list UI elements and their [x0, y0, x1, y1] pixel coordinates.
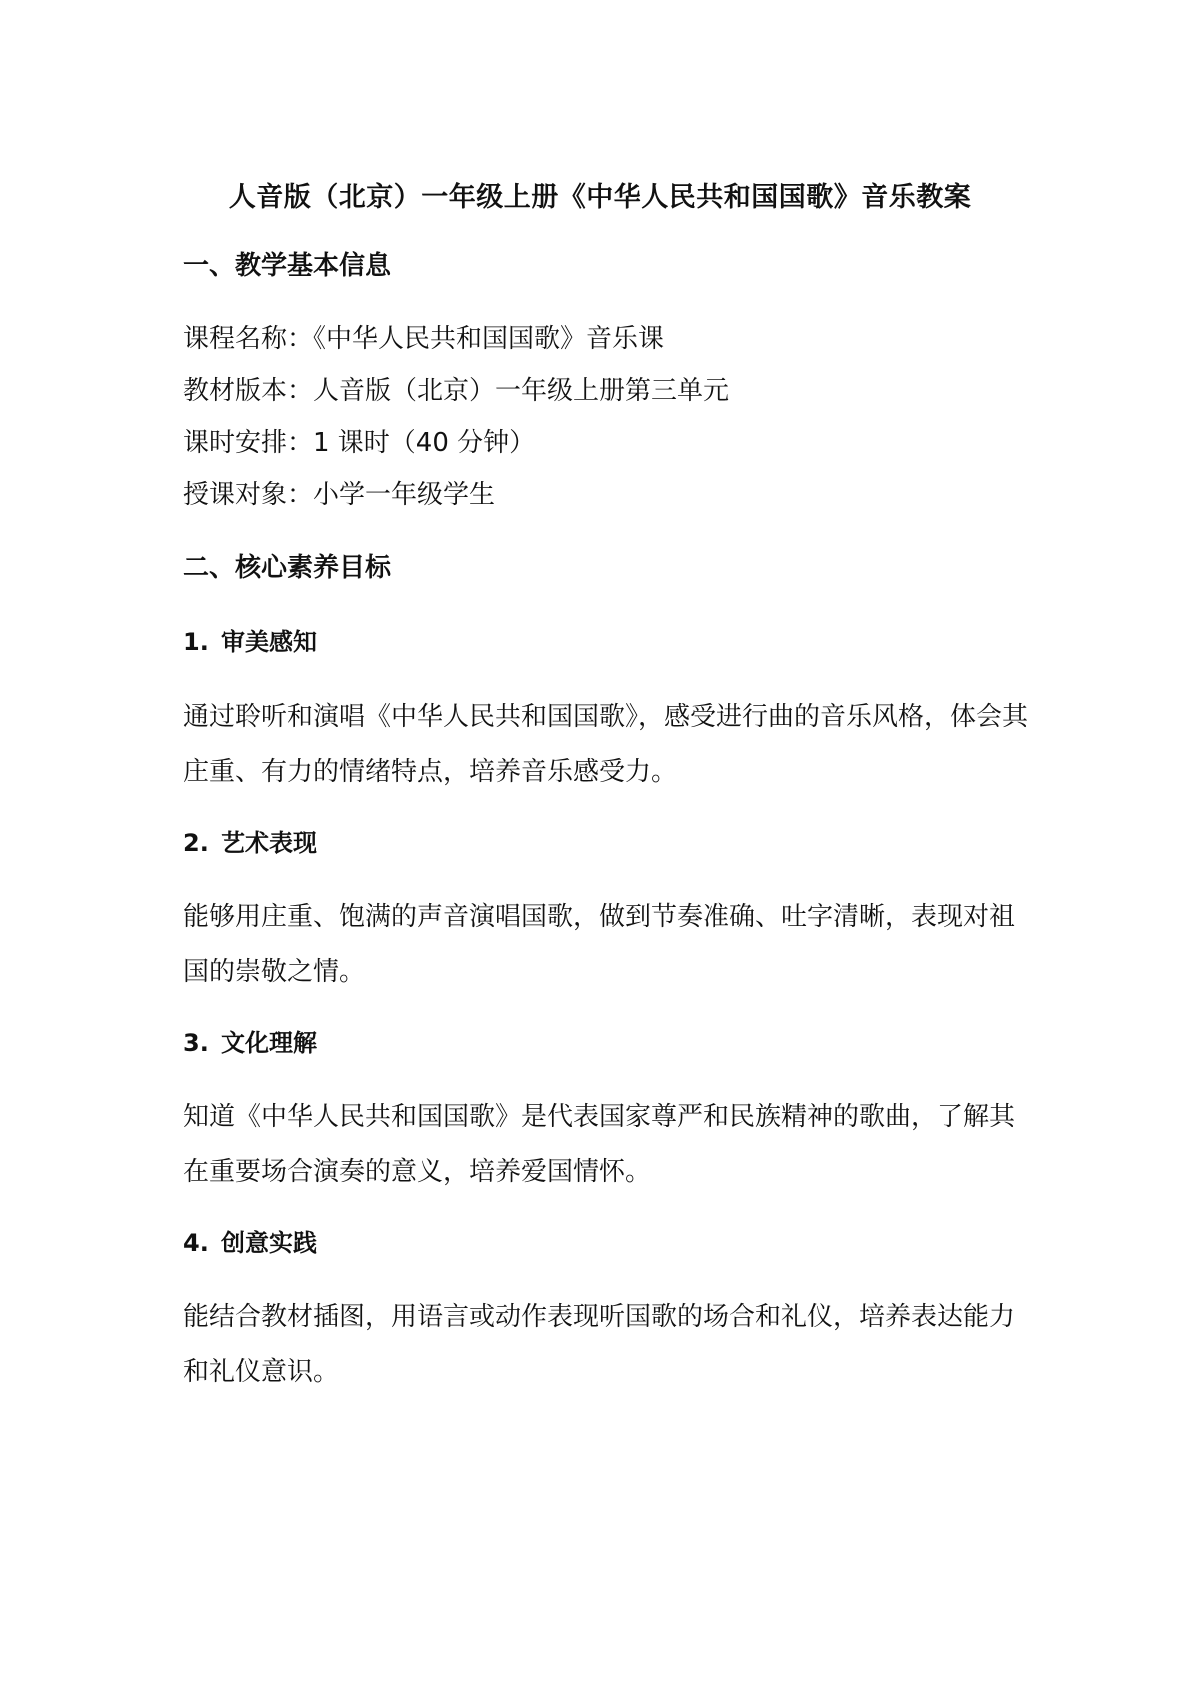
info-course-name: 课程名称：《中华人民共和国国歌》音乐课 — [183, 324, 665, 354]
document-title: 人音版（北京）一年级上册《中华人民共和国国歌》音乐教案 — [228, 182, 972, 213]
goal-text-creative: 能结合教材插图，用语言或动作表现听国歌的场合和礼仪，培养表达能力和礼仪意识。 — [183, 1302, 1016, 1387]
goal-heading-creative — [183, 1223, 317, 1263]
info-audience: 授课对象：小学一年级学生 — [183, 480, 496, 510]
goal-title: 文化理解 — [221, 1029, 317, 1057]
info-class-hours: 课时安排：1 课时（40 分钟） — [183, 428, 536, 458]
goal-number: 3. — [183, 1029, 209, 1057]
goal-number: 2. — [183, 829, 209, 857]
info-textbook-version: 教材版本：人音版（北京）一年级上册第三单元 — [183, 376, 730, 406]
goal-title: 审美感知 — [221, 628, 317, 656]
goal-heading-cultural — [183, 1023, 317, 1063]
goal-title: 艺术表现 — [221, 829, 317, 857]
goal-heading-aesthetic — [183, 622, 317, 662]
goal-number: 1. — [183, 628, 209, 656]
goal-text-cultural: 知道《中华人民共和国国歌》是代表国家尊严和民族精神的歌曲，了解其在重要场合演奏的意义，培养爱国情怀。 — [183, 1102, 1016, 1187]
goal-heading-artistic — [183, 823, 317, 863]
section-heading-core-goals: 二、核心素养目标 — [183, 553, 392, 583]
goal-text-artistic: 能够用庄重、饱满的声音演唱国歌，做到节奏准确、吐字清晰，表现对祖国的崇敬之情。 — [183, 902, 1016, 987]
goal-text-aesthetic: 通过聆听和演唱《中华人民共和国国歌》，感受进行曲的音乐风格，体会其庄重、有力的情绪特点，培养音乐感受力。 — [183, 702, 1029, 787]
section-heading-basic-info: 一、教学基本信息 — [183, 251, 392, 281]
goal-title: 创意实践 — [221, 1229, 317, 1257]
goal-number: 4. — [183, 1229, 209, 1257]
